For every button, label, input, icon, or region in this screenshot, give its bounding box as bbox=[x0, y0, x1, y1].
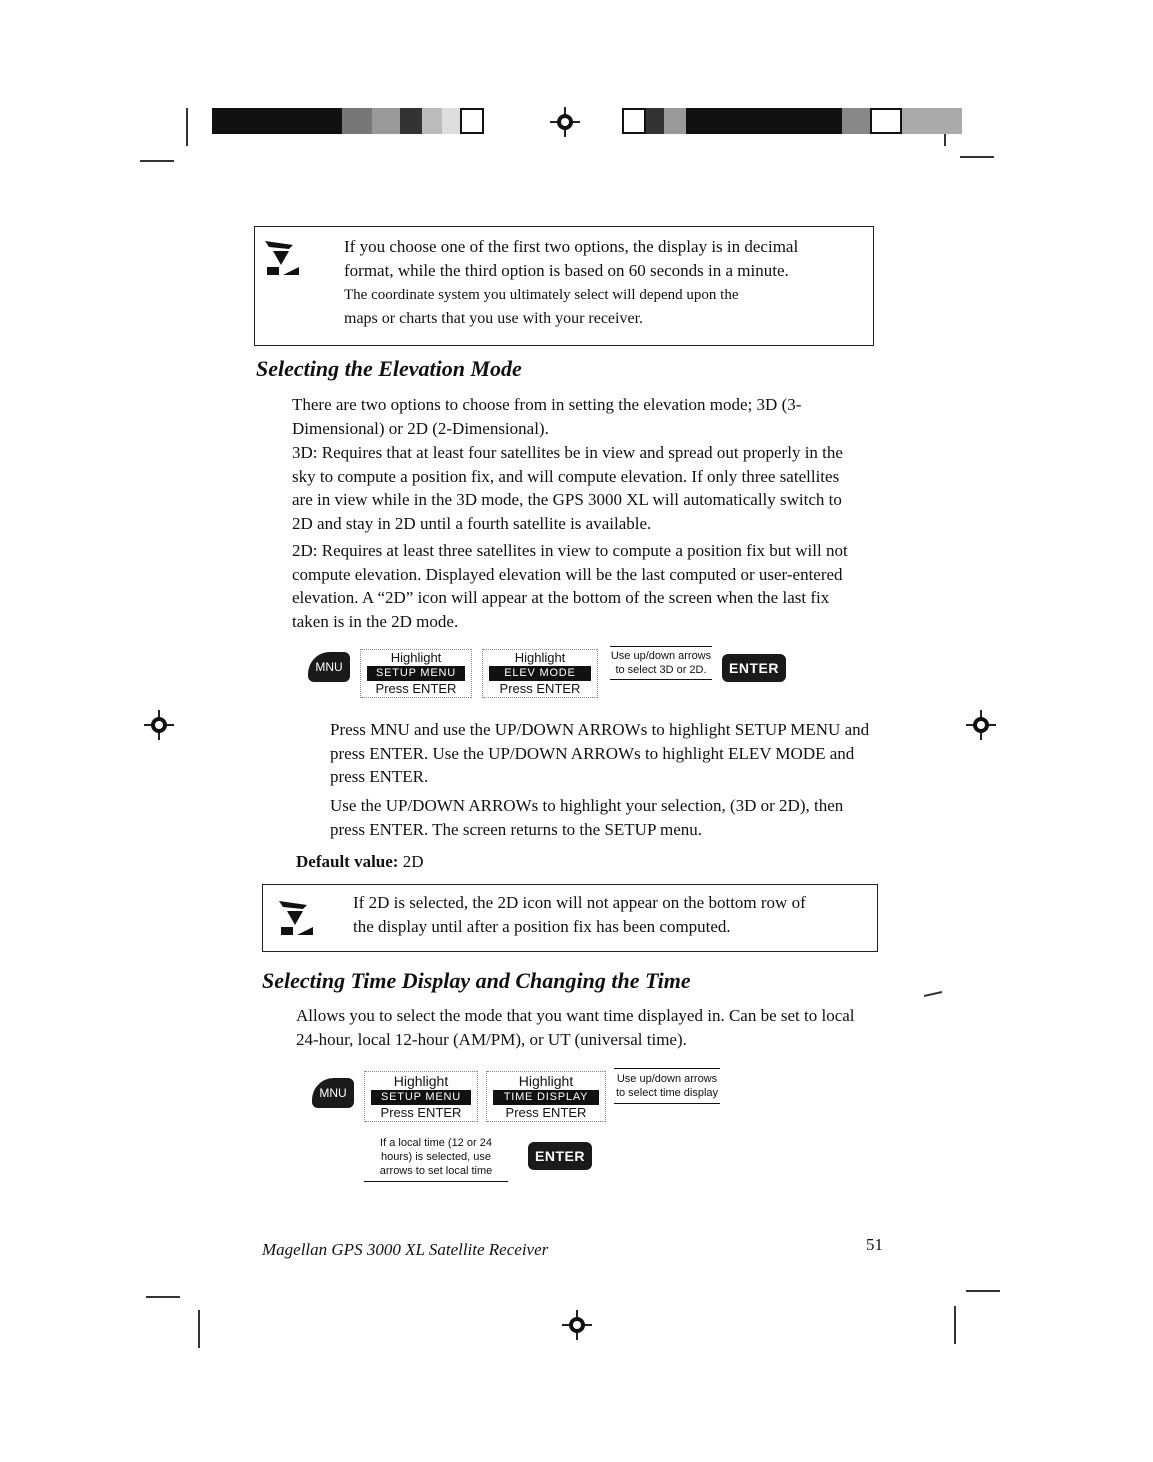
crop-mark-top-left-horizontal bbox=[140, 160, 174, 162]
step-highlight-elev-mode bbox=[482, 649, 598, 698]
mnu-key-icon: MNU bbox=[312, 1078, 354, 1108]
crop-mark-bottom-left-horizontal bbox=[146, 1296, 180, 1298]
step-highlight-label: Highlight bbox=[483, 649, 597, 666]
note-line: maps or charts that you use with your receiver. bbox=[344, 310, 644, 327]
note-icon bbox=[277, 899, 317, 939]
registration-bar-left bbox=[212, 108, 484, 134]
step-highlight-label: Highlight bbox=[487, 1071, 605, 1090]
step-highlight-setup-menu bbox=[364, 1071, 478, 1122]
registration-crosshair-left bbox=[144, 710, 174, 740]
default-value-label: Default value: bbox=[296, 852, 399, 871]
step-highlight-time-display bbox=[486, 1071, 606, 1122]
footer-book-title: Magellan GPS 3000 XL Satellite Receiver bbox=[262, 1240, 549, 1259]
note-text bbox=[353, 891, 873, 939]
step-highlight-label: Highlight bbox=[361, 649, 471, 666]
registration-crosshair-bottom bbox=[562, 1310, 592, 1340]
step-selection-label: ELEV MODE bbox=[489, 666, 591, 681]
note-line: The coordinate system you ultimately select will depend upon the bbox=[344, 287, 739, 303]
step-selection-label: SETUP MENU bbox=[367, 666, 465, 681]
registration-crosshair-right bbox=[966, 710, 996, 740]
registration-crosshair-top bbox=[550, 107, 580, 137]
step-press-enter-label: Press ENTER bbox=[483, 681, 597, 698]
note-box-coordinate-format bbox=[254, 226, 874, 346]
paragraph-elevation-select: Use the UP/DOWN ARROWs to highlight your selection, (3D or 2D), then press ENTER. The screen returns to the SETUP menu. bbox=[330, 796, 844, 839]
note-line: the display until after a position fix has been computed. bbox=[353, 917, 731, 936]
crop-mark-top-right-horizontal bbox=[960, 156, 994, 158]
registration-bar-right bbox=[622, 108, 962, 134]
crop-mark-top-left-vertical bbox=[186, 108, 188, 146]
step-highlight-label: Highlight bbox=[365, 1071, 477, 1090]
crop-mark-bottom-right-vertical bbox=[954, 1306, 956, 1344]
diagram-hint-time-display: Use up/down arrows to select time display bbox=[614, 1068, 720, 1104]
enter-key-icon: ENTER bbox=[722, 654, 786, 682]
diagram-hint-local-time: If a local time (12 or 24 hours) is selected, use arrows to set local time bbox=[364, 1136, 508, 1182]
diagram-hint-3d-2d: Use up/down arrows to select 3D or 2D. bbox=[610, 646, 712, 680]
note-text bbox=[344, 235, 864, 331]
page-number: 51 bbox=[866, 1235, 883, 1254]
step-selection-label: TIME DISPLAY bbox=[493, 1090, 599, 1105]
step-selection-label: SETUP MENU bbox=[371, 1090, 471, 1105]
crop-mark-bottom-right-horizontal bbox=[966, 1290, 1000, 1292]
step-highlight-setup-menu bbox=[360, 649, 472, 698]
note-line: If 2D is selected, the 2D icon will not appear on the bottom row of bbox=[353, 893, 806, 912]
default-value-line bbox=[296, 850, 424, 874]
section-heading-time-display: Selecting Time Display and Changing the Time bbox=[262, 968, 691, 993]
default-value: 2D bbox=[402, 852, 424, 871]
paragraph-elevation-intro: There are two options to choose from in setting the elevation mode; 3D (3-Dimensional) or 2D (2-Dimensional). bbox=[292, 395, 802, 438]
step-press-enter-label: Press ENTER bbox=[361, 681, 471, 698]
paragraph-elevation-steps: Press MNU and use the UP/DOWN ARROWs to highlight SETUP MENU and press ENTER. Use the UP/DOWN ARROWs to highlight ELEV MODE and press ENTER. bbox=[330, 720, 870, 786]
crop-mark-bottom-left-vertical bbox=[198, 1310, 200, 1348]
section-heading-elevation-mode: Selecting the Elevation Mode bbox=[256, 356, 522, 381]
note-line: If you choose one of the first two options, the display is in decimal bbox=[344, 237, 799, 256]
note-icon bbox=[263, 239, 303, 279]
stray-mark bbox=[924, 990, 944, 998]
step-press-enter-label: Press ENTER bbox=[365, 1105, 477, 1122]
paragraph-3d-mode: 3D: Requires that at least four satellites be in view and spread out properly in the sky to compute a position fix, and will compute elevation. If only three satellites are in view while in the 3D mode, the GPS 3000 XL will automatically switch to 2D and stay in 2D until a fourth satellite is available. bbox=[292, 443, 843, 533]
enter-key-icon: ENTER bbox=[528, 1142, 592, 1170]
note-line: format, while the third option is based on 60 seconds in a minute. bbox=[344, 261, 789, 280]
paragraph-2d-mode: 2D: Requires at least three satellites in view to compute a position fix but will not compute elevation. Displayed elevation will be the last computed or user-entered elevation. A “2D” icon will appear at the bottom of the screen when the last fix taken is in the 2D mode. bbox=[292, 541, 848, 631]
note-box-2d-icon bbox=[262, 884, 878, 952]
mnu-key-icon: MNU bbox=[308, 652, 350, 682]
step-press-enter-label: Press ENTER bbox=[487, 1105, 605, 1122]
paragraph-time-display-intro: Allows you to select the mode that you want time displayed in. Can be set to local 24-hour, local 12-hour (AM/PM), or UT (universal time). bbox=[296, 1006, 855, 1049]
